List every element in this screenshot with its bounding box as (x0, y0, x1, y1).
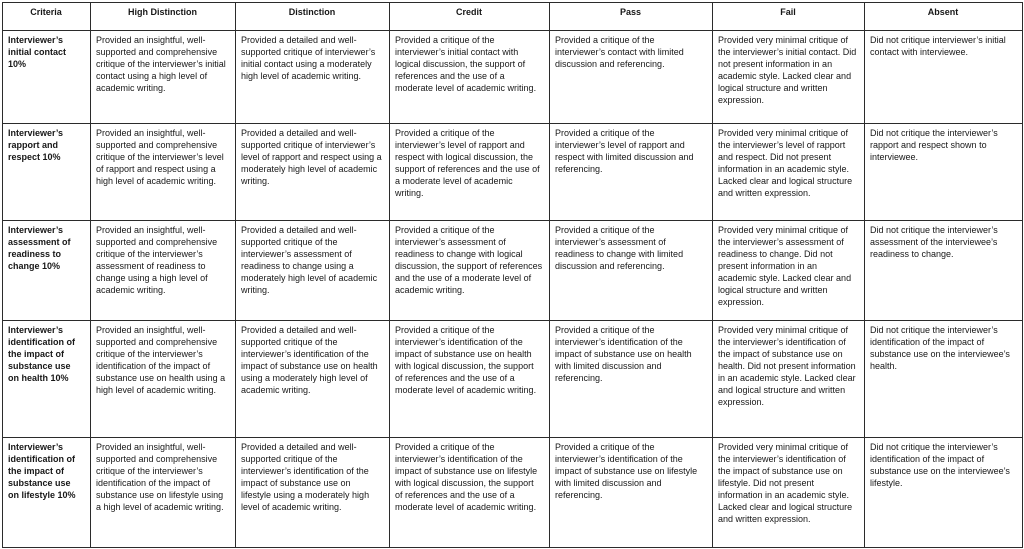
rubric-cell-high-distinction: Provided an insightful, well-supported and comprehensive critique of the interviewer’s initial contact using a high level of academic writing. (91, 31, 236, 124)
rubric-cell-pass: Provided a critique of the interviewer’s identification of the impact of substance use on lifestyle with limited discussion and referencing. (550, 438, 713, 548)
table-row (3, 321, 1023, 438)
criteria-cell: Interviewer’s identification of the impact of substance use on lifestyle 10% (3, 438, 91, 548)
rubric-cell-absent: Did not critique the interviewer’s rapport and respect shown to interviewee. (865, 124, 1023, 221)
rubric-cell-fail: Provided very minimal critique of the interviewer’s identification of the impact of substance use on health. Did not present information in an academic style. Lacked clear and logical structure and written expression. (713, 321, 865, 438)
rubric-document (2, 2, 1023, 548)
rubric-cell-absent: Did not critique the interviewer’s identification of the impact of substance use on the interviewee’s health. (865, 321, 1023, 438)
column-header-distinction: Distinction (236, 3, 390, 31)
rubric-cell-distinction: Provided a detailed and well-supported critique of interviewer’s level of rapport and respect using a moderately high level of academic writing. (236, 124, 390, 221)
rubric-table (2, 2, 1023, 548)
rubric-cell-credit: Provided a critique of the interviewer’s identification of the impact of substance use on health with logical discussion, the support of references and the use of a moderate level of academic writing. (390, 321, 550, 438)
rubric-cell-pass: Provided a critique of the interviewer’s contact with limited discussion and referencing. (550, 31, 713, 124)
column-header-high-distinction: High Distinction (91, 3, 236, 31)
rubric-cell-pass: Provided a critique of the interviewer’s level of rapport and respect with limited discussion and referencing. (550, 124, 713, 221)
table-row (3, 438, 1023, 548)
rubric-cell-distinction: Provided a detailed and well-supported critique of the interviewer’s identification of the impact of substance use on lifestyle using a moderately high level of academic writing. (236, 438, 390, 548)
column-header-criteria: Criteria (3, 3, 91, 31)
rubric-cell-pass: Provided a critique of the interviewer’s assessment of readiness to change with limited discussion and referencing. (550, 221, 713, 321)
rubric-cell-high-distinction: Provided an insightful, well-supported and comprehensive critique of the interviewer’s level of rapport and respect using a high level of academic writing. (91, 124, 236, 221)
column-header-fail: Fail (713, 3, 865, 31)
rubric-cell-high-distinction: Provided an insightful, well-supported and comprehensive critique of the interviewer’s identification of the impact of substance use on lifestyle using a high level of academic writing. (91, 438, 236, 548)
rubric-cell-high-distinction: Provided an insightful, well-supported and comprehensive critique of the interviewer’s identification of the impact of substance use on health using a high level of academic writing. (91, 321, 236, 438)
rubric-cell-fail: Provided very minimal critique of the interviewer’s identification of the impact of substance use on lifestyle. Did not present information in an academic style. Lacked clear and logical structure and written expression. (713, 438, 865, 548)
header-row (3, 3, 1023, 31)
criteria-cell: Interviewer’s initial contact 10% (3, 31, 91, 124)
rubric-cell-distinction: Provided a detailed and well-supported critique of the interviewer’s identification of the impact of substance use on health using a moderately high level of academic writing. (236, 321, 390, 438)
rubric-cell-absent: Did not critique the interviewer’s assessment of the interviewee’s readiness to change. (865, 221, 1023, 321)
rubric-cell-absent: Did not critique interviewer’s initial contact with interviewee. (865, 31, 1023, 124)
rubric-cell-absent: Did not critique the interviewer’s identification of the impact of substance use on the interviewee’s lifestyle. (865, 438, 1023, 548)
rubric-cell-fail: Provided very minimal critique of the interviewer’s initial contact. Did not present information in an academic style. Lacked clear and logical structure and written expression. (713, 31, 865, 124)
column-header-credit: Credit (390, 3, 550, 31)
table-row (3, 31, 1023, 124)
table-row (3, 124, 1023, 221)
rubric-cell-credit: Provided a critique of the interviewer’s identification of the impact of substance use on lifestyle with logical discussion, the support of references and the use of a moderate level of academic writing. (390, 438, 550, 548)
criteria-cell: Interviewer’s identification of the impact of substance use on health 10% (3, 321, 91, 438)
criteria-cell: Interviewer’s assessment of readiness to change 10% (3, 221, 91, 321)
rubric-cell-credit: Provided a critique of the interviewer’s level of rapport and respect with logical discussion, the support of references and the use of a moderate level of academic writing. (390, 124, 550, 221)
rubric-cell-credit: Provided a critique of the interviewer’s assessment of readiness to change with logical discussion, the support of references and the use of a moderate level of academic writing. (390, 221, 550, 321)
rubric-cell-pass: Provided a critique of the interviewer’s identification of the impact of substance use on health with limited discussion and referencing. (550, 321, 713, 438)
rubric-cell-distinction: Provided a detailed and well- supported critique of the interviewer’s assessment of readiness to change using a moderately high level of academic writing. (236, 221, 390, 321)
rubric-cell-distinction: Provided a detailed and well-supported critique of interviewer’s initial contact using a moderately high level of academic writing. (236, 31, 390, 124)
rubric-cell-fail: Provided very minimal critique of the interviewer’s level of rapport and respect. Did not present information in an academic style. Lacked clear and logical structure and written expression. (713, 124, 865, 221)
rubric-cell-credit: Provided a critique of the interviewer’s initial contact with logical discussion, the support of references and the use of a moderate level of academic writing. (390, 31, 550, 124)
table-row (3, 221, 1023, 321)
column-header-absent: Absent (865, 3, 1023, 31)
rubric-cell-high-distinction: Provided an insightful, well-supported and comprehensive critique of the interviewer’s assessment of readiness to change using a high level of academic writing. (91, 221, 236, 321)
column-header-pass: Pass (550, 3, 713, 31)
criteria-cell: Interviewer’s rapport and respect 10% (3, 124, 91, 221)
rubric-cell-fail: Provided very minimal critique of the interviewer’s assessment of readiness to change. Did not present information in an academic style. Lacked clear and logical structure and written expression. (713, 221, 865, 321)
